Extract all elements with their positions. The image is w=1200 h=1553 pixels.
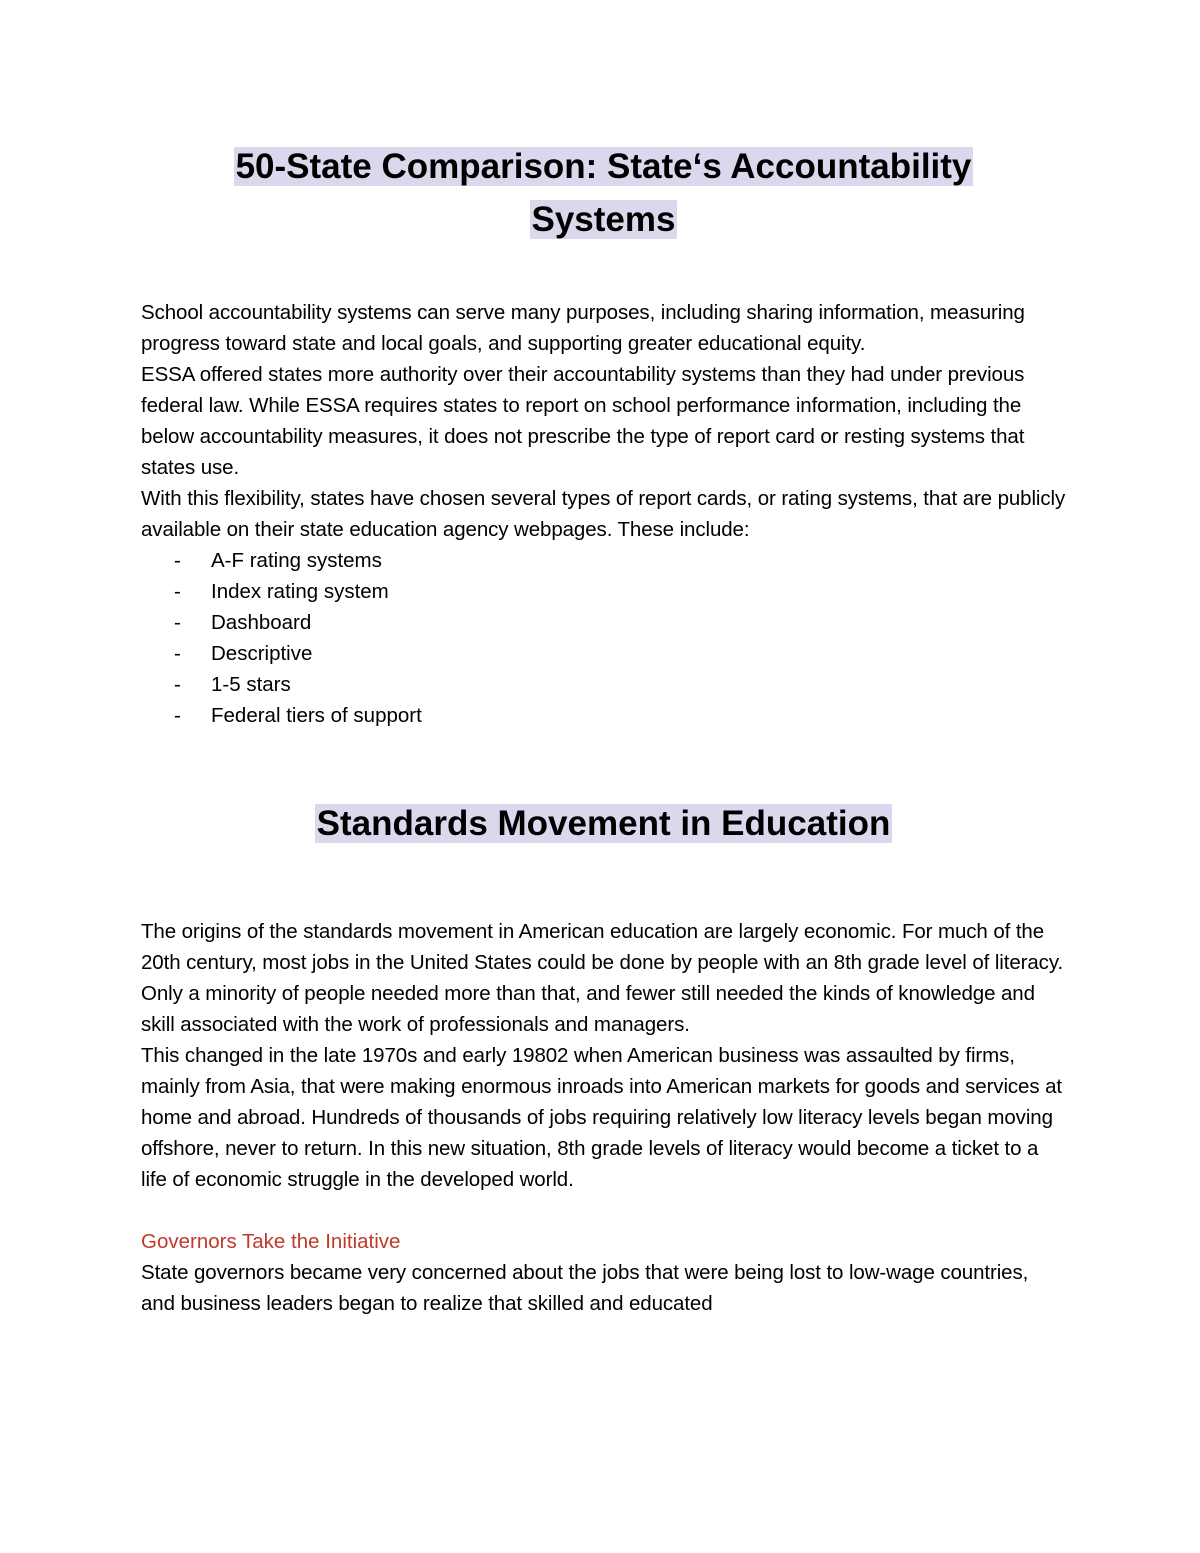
paragraph: With this flexibility, states have chosen several types of report cards, or rating systems, that are publicly available on their state education agency webpages. These include: [141,487,1066,541]
list-dash: - [174,580,181,603]
paragraph: State governors became very concerned about the jobs that were being lost to low-wage countries, and business leaders began to realize that skilled and educated [141,1261,1029,1315]
list-item-text: 1-5 stars [211,673,291,696]
list-item [141,545,1066,576]
list-dash: - [174,704,181,727]
subheading-governors: Governors Take the Initiative [141,1230,401,1253]
list-item-text: Dashboard [211,611,312,634]
section-title-accountability [141,140,1066,246]
paragraph: School accountability systems can serve many purposes, including sharing information, measuring progress toward state and local goals, and supporting greater educational equity. [141,301,1025,355]
document-content [141,140,1066,1319]
list-item-text: Federal tiers of support [211,704,422,727]
paragraph: ESSA offered states more authority over their accountability systems than they had under previous federal law. While ESSA requires states to report on school performance information, including the below accountability measures, it does not prescribe the type of report card or resting systems that states use. [141,363,1025,479]
list-item-text: A-F rating systems [211,549,382,572]
list-item [141,669,1066,700]
section-standards-body [141,916,1066,1319]
list-item [141,700,1066,731]
list-dash: - [174,549,181,572]
section-title-standards [141,797,1066,850]
list-item-text: Descriptive [211,642,313,665]
list-item [141,576,1066,607]
list-dash: - [174,611,181,634]
standards-title: Standards Movement in Education [316,804,891,843]
list-dash: - [174,673,181,696]
title-line-1: 50-State Comparison: State‘s Accountability [235,147,972,186]
paragraph: This changed in the late 1970s and early 19802 when American business was assaulted by firms, mainly from Asia, that were making enormous inroads into American markets for goods and services at home and abroad. Hundreds of thousands of jobs requiring relatively low literacy levels began moving offshore, never to return. In this new situation, 8th grade levels of literacy would become a ticket to a life of economic struggle in the developed world. [141,1044,1062,1191]
list-dash: - [174,642,181,665]
list-item-text: Index rating system [211,580,389,603]
title-line-2: Systems [531,200,676,239]
list-item [141,638,1066,669]
rating-systems-list [141,545,1066,731]
section-accountability-body [141,297,1066,731]
paragraph: The origins of the standards movement in American education are largely economic. For much of the 20th century, most jobs in the United States could be done by people with an 8th grade level of literacy. Only a minority of people needed more than that, and fewer still needed the kinds of knowledge and skill associated with the work of professionals and managers. [141,920,1064,1036]
list-item [141,607,1066,638]
